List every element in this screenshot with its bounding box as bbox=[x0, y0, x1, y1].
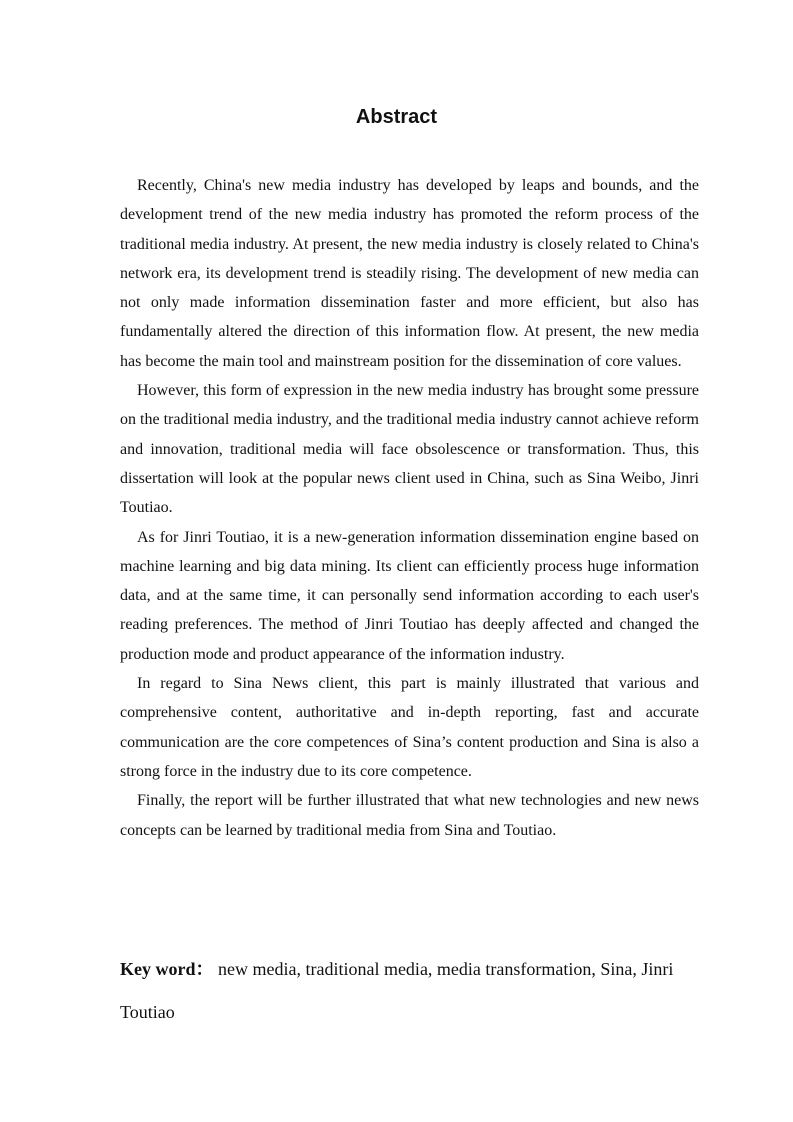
abstract-paragraph-2: However, this form of expression in the new media industry has brought some pressure on the traditional media industry, and the traditional media industry cannot achieve reform and innovation, traditional media will face obsolescence or transformation. Thus, this dissertation will look at the popular news client used in China, such as Sina Weibo, Jinri Toutiao. bbox=[120, 382, 699, 517]
keywords-line bbox=[120, 948, 710, 1034]
abstract-body bbox=[120, 171, 699, 845]
abstract-paragraph-3: As for Jinri Toutiao, it is a new-generation information dissemination engine based on machine learning and big data mining. Its client can efficiently process huge information data, and at the same time, it can personally send information according to each user's reading preferences. The method of Jinri Toutiao has deeply affected and changed the production mode and product appearance of the information industry. bbox=[120, 528, 699, 663]
abstract-paragraph-4: In regard to Sina News client, this part is mainly illustrated that various and comprehensive content, authoritative and in-depth reporting, fast and accurate communication are the core competences of Sina’s content production and Sina is also a strong force in the industry due to its core competence. bbox=[120, 675, 699, 780]
abstract-paragraph-5: Finally, the report will be further illustrated that what new technologies and new news concepts can be learned by traditional media from Sina and Toutiao. bbox=[120, 792, 699, 839]
abstract-title: Abstract bbox=[355, 106, 438, 128]
keywords-text: new media, traditional media, media transformation, Sina, Jinri Toutiao bbox=[120, 959, 674, 1022]
keywords-label: Key word： bbox=[120, 959, 214, 979]
abstract-paragraph-1: Recently, China's new media industry has developed by leaps and bounds, and the development trend of the new media industry has promoted the reform process of the traditional media industry. At present, the new media industry is closely related to China's network era, its development trend is steadily rising. The development of new media can not only made information dissemination faster and more efficient, but also has fundamentally altered the direction of this information flow. At present, the new media has become the main tool and mainstream position for the dissemination of core values. bbox=[120, 177, 699, 370]
